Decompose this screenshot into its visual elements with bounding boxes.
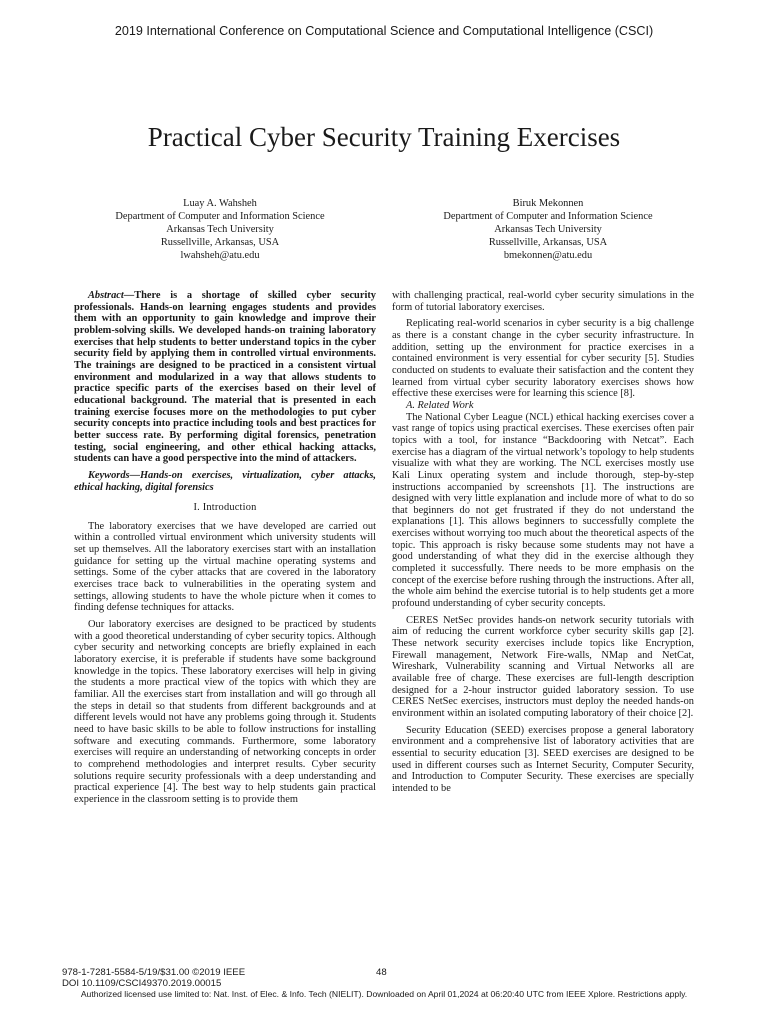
- author-location: Russellville, Arkansas, USA: [160, 237, 280, 248]
- right-column: [392, 290, 694, 795]
- abstract: [74, 290, 376, 465]
- subsection-heading-related-work: A. Related Work: [406, 399, 474, 411]
- abstract-text: —There is a shortage of skilled cyber security professionals. Hands-on learning engages students and provides them with an opportunity to gain knowledge and improve their problem-solving skills. We developed hands-on training laboratory exercises that help students to better understand topics in the cyber security field by applying them in controlled virtual environments. The trainings are designed to be practiced in a consistent virtual environment and modularized in a way that allows students to practice specific parts of the exercises based on their level of educational background. The material that is presented in each training exercise focuses more on the methodologies to put cyber security concepts into practice including tools and best practices for better success rate. By performing digital forensics, penetration testing, social engineering, and other ethical hacking attacks, students can have a good perspective into the mind of attackers.: [74, 290, 376, 465]
- author-univ: Arkansas Tech University: [166, 224, 274, 235]
- author-univ: Arkansas Tech University: [494, 224, 602, 235]
- author-dept: Department of Computer and Information Science: [115, 211, 325, 222]
- right-paragraph-0: with challenging practical, real-world cyber security simulations in the form of tutorial laboratory exercises.: [392, 290, 694, 313]
- right-paragraph-4: Security Education (SEED) exercises propose a general laboratory environment and a comprehensive list of laboratory activities that are essential to security education [3]. SEED exercises are designed to be used in different courses such as Internet Security, Computer Security, and Introduction to Computer Security. These exercises are specially intended to be: [392, 724, 694, 794]
- author-block-1: [70, 197, 370, 262]
- author-email: lwahsheh@atu.edu: [180, 250, 260, 261]
- left-column: [74, 290, 376, 806]
- section-heading-introduction: I. Introduction: [193, 502, 257, 514]
- right-paragraph-2: The National Cyber League (NCL) ethical hacking exercises cover a vast range of topics using practical exercises. These exercises often pair topics with a tool, for instance “Backdooring with Netcat”. Each exercise has a diagram of the virtual network’s topology to help students visualize with what they are working. The NCL exercises mostly use Kali Linux operating system and include thorough, step-by-step instructions accompanied by screenshots [1]. The instructions are designed with very little explanation and include more of what to do so that beginners do not get frustrated if they do not understand the explanations [1]. This allows beginners to successfully complete the exercises without worrying too much about the theoretical aspects of the topic. This approach is risky because some students may not have a good understanding of what they did in the exercise although they completed it successfully. There needs to be more emphasis on the concept of the exercise before rushing through the instructions. After all, the whole aim behind the exercise tutorial is to help students get a more profound understanding of cyber security concepts.: [392, 411, 694, 610]
- keywords-label: Keywords: [88, 469, 130, 481]
- conference-header: 2019 International Conference on Computational Science and Computational Intelligence (CSCI): [114, 24, 654, 38]
- footer-doi: DOI 10.1109/CSCI49370.2019.00015: [62, 978, 222, 989]
- footer-isbn: 978-1-7281-5584-5/19/$31.00 ©2019 IEEE: [62, 967, 246, 978]
- author-name: Luay A. Wahsheh: [183, 198, 257, 209]
- right-paragraph-3: CERES NetSec provides hands-on network security tutorials with aim of reducing the current workforce cyber security skills gap [2]. These network security exercises include topics like Encryption, Firewall management, Network Fire-walls, NMap and NetCat, Wireshark, Vulnerability scanning and Virtual Networks all are available free of charge. These exercises are full-length description designed for a 2-hour instructor guided laboratory session. To use CERES NetSec exercises, instructors must deploy the needed hands-on environment within an isolated computing laboratory of their choice [2].: [392, 614, 694, 719]
- right-paragraph-1: Replicating real-world scenarios in cyber security is a big challenge as there is a constant change in the cyber security infrastructure. In addition, setting up the environment for practice exercises in a contained environment is very essential for cyber security [5]. Studies conducted on students to evaluate their satisfaction and the content they learned from virtual cyber security laboratory exercises shows how effective these exercises were for learning this science [8].: [392, 318, 694, 400]
- keywords: [74, 470, 376, 493]
- paper-title: Practical Cyber Security Training Exercises: [147, 122, 621, 152]
- author-dept: Department of Computer and Information Science: [443, 211, 653, 222]
- license-notice: Authorized licensed use limited to: Nat. Inst. of Elec. & Info. Tech (NIELIT). Downloaded on April 01,2024 at 06:20:40 UTC from IEEE Xplore. Restrictions apply.: [80, 989, 688, 999]
- keywords-text: —Hands-on exercises, virtualization, cyber attacks, ethical hacking, digital forensics: [74, 469, 376, 493]
- author-location: Russellville, Arkansas, USA: [488, 237, 608, 248]
- author-email: bmekonnen@atu.edu: [503, 250, 593, 261]
- intro-paragraph-1: The laboratory exercises that we have developed are carried out within a controlled virtual environment which university students will set up themselves. All the laboratory exercises start with an installation guidance for setting up the virtual machine operating systems and settings. Some of the cyber attacks that are covered in the laboratory exercises trace back to vulnerabilities in the operating system and settings, allowing students to have the whole picture when it comes to finding defense techniques for attacks.: [74, 520, 376, 614]
- intro-paragraph-2: Our laboratory exercises are designed to be practiced by students with a good theoretical understanding of cyber security topics. Although cyber security and networking concepts are briefly explained in each laboratory exercise, it is preferable if students have some background knowledge in the topics. These laboratory exercises will help in giving the students a more practical view of the topics with which they are familiar. All the exercises start from installation and will go through all the steps in detail so that students from different backgrounds and at different levels would not have any problems going through it. Students need to have basic skills to be able to follow instructions for installing software and executing commands. Furthermore, some laboratory exercises will require an understanding of networking concepts in order to comprehend methodologies and interpret results. Cyber security solutions require security professionals with a deep understanding and practical experience [4]. The best way to help students gain practical experience in the classroom setting is to provide them: [74, 619, 376, 805]
- footer-identifiers: [62, 967, 245, 989]
- author-name: Biruk Mekonnen: [512, 198, 584, 209]
- page-number: 48: [376, 967, 387, 978]
- author-block-2: [398, 197, 698, 262]
- abstract-label: Abstract: [88, 290, 124, 301]
